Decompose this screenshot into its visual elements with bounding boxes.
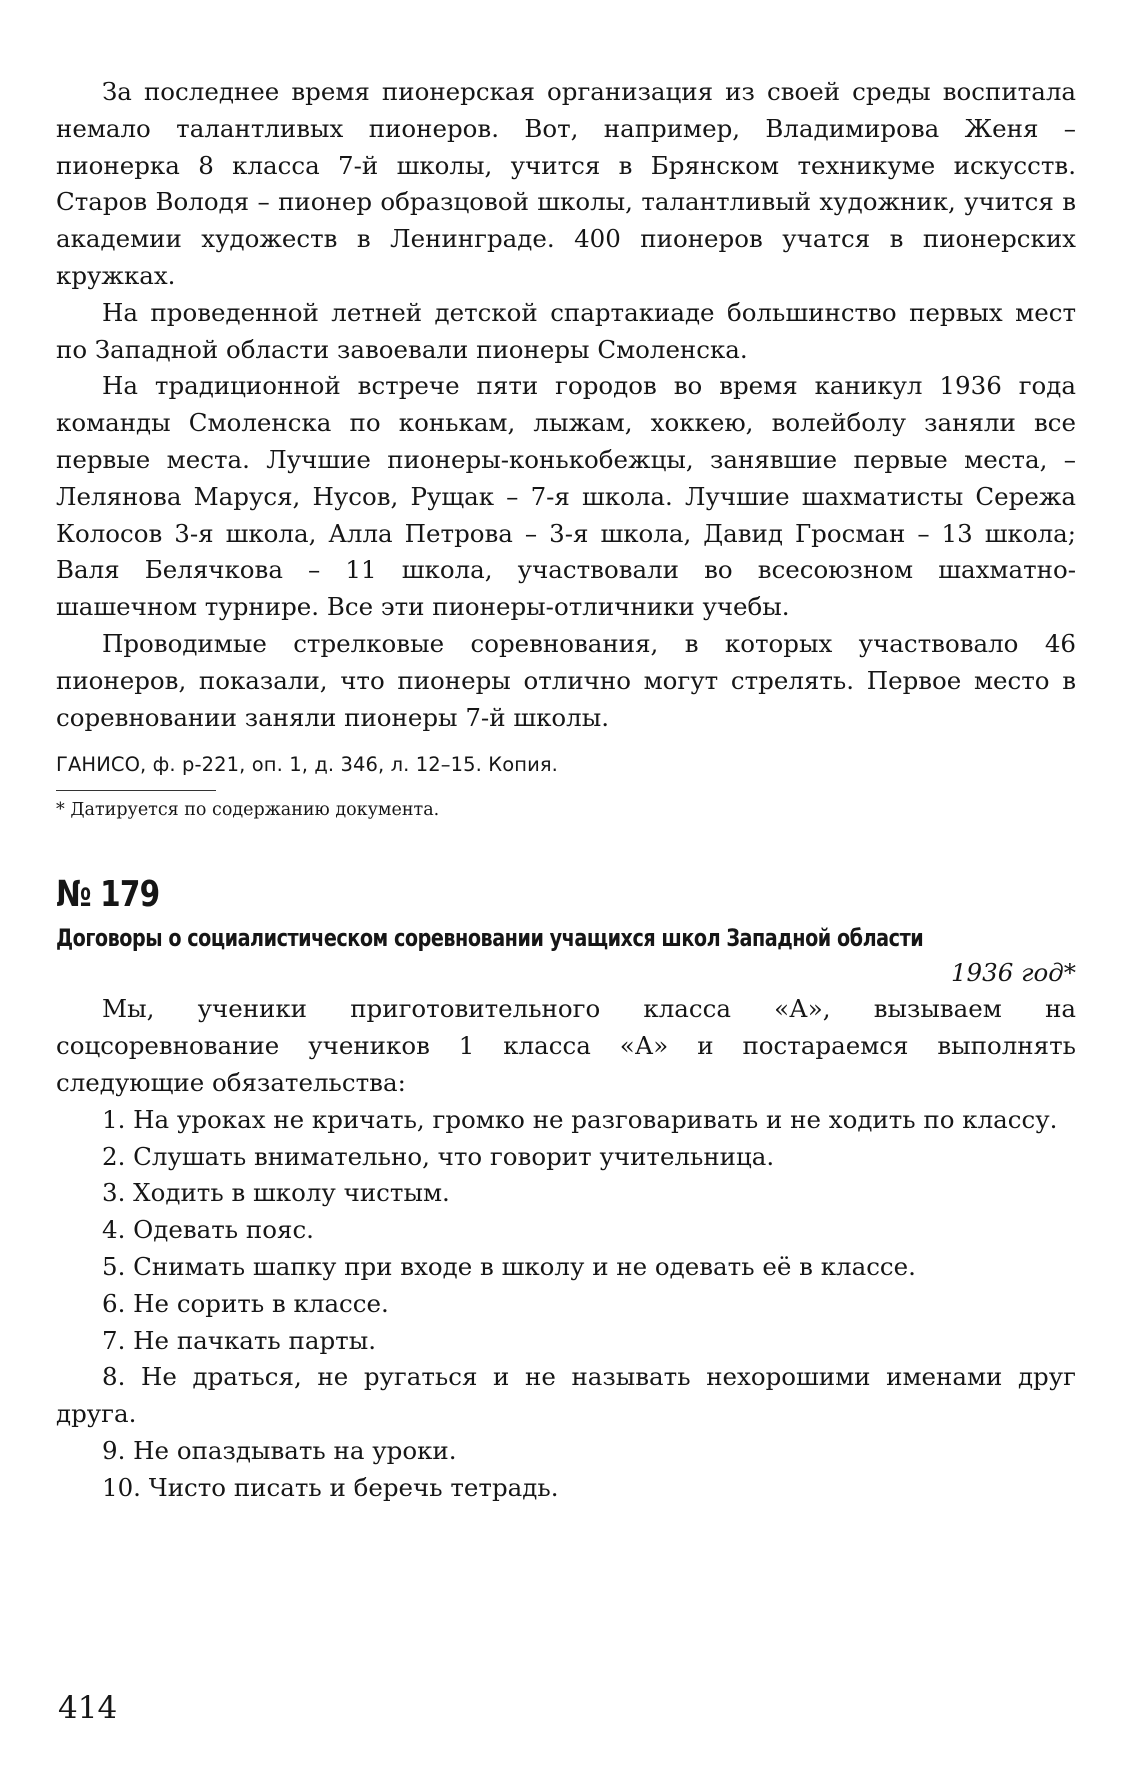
paragraph-talented-pioneers: За последнее время пионерская организация из своей среды воспитала немало талантливых пионеров. Вот, например, Владимирова Женя – пионерка 8 класса 7-й школы, учится в Брянском техникуме искусств. Старов Володя – пионер образцовой школы, талантливый художник, учится в академии художеств в Ленинграде. 400 пионеров учатся в пионерских кружках. — [56, 77, 1076, 290]
document-title: Договоры о социалистическом соревновании учащихся школ Западной области — [56, 924, 924, 953]
footnote: * Датируется по содержанию документа. — [56, 800, 440, 821]
list-item: 2. Слушать внимательно, что говорит учительница. — [102, 1141, 775, 1171]
document-179 — [56, 873, 1076, 1506]
list-item: 8. Не драться, не ругаться и не называть нехорошими именами друг друга. — [56, 1362, 1076, 1429]
list-item: 10. Чисто писать и беречь тетрадь. — [102, 1472, 559, 1502]
previous-document-body — [56, 74, 1076, 736]
paragraph-shooting-competition: Проводимые стрелковые соревнования, в которых участвовало 46 пионеров, показали, что пионеры отлично могут стрелять. Первое место в соревновании заняли пионеры 7-й школы. — [56, 628, 1076, 732]
document-date: 1936 год* — [950, 958, 1076, 988]
document-number: № 179 — [56, 874, 160, 916]
list-item: 5. Снимать шапку при входе в школу и не одевать её в классе. — [102, 1251, 916, 1281]
list-item: 3. Ходить в школу чистым. — [102, 1178, 450, 1208]
archive-source-citation: ГАНИСО, ф. р-221, оп. 1, д. 346, л. 12–15. Копия. — [56, 753, 558, 777]
list-item: 6. Не сорить в классе. — [102, 1288, 389, 1318]
paragraph-five-cities-meeting: На традиционной встрече пяти городов во время каникул 1936 года команды Смоленска по конькам, лыжам, хоккею, волейболу заняли все первые места. Лучшие пионеры-конькобежцы, занявшие первые места, – Лелянова Маруся, Нусов, Рущак – 7-я школа. Лучшие шахматисты Сережа Колосов 3-я школа, Алла Петрова – 3-я школа, Давид Гросман – 13 школа; Валя Белячкова – 11 школа, участвовали во всесоюзном шахматно-шашечном турнире. Все эти пионеры-отличники учебы. — [56, 371, 1076, 622]
list-item: 9. Не опаздывать на уроки. — [102, 1435, 457, 1465]
footnote-divider — [56, 790, 216, 791]
list-item: 4. Одевать пояс. — [102, 1215, 314, 1245]
document-intro: Мы, ученики приготовительного класса «А», вызываем на соцсоревнование учеников 1 класса «А» и постараемся выполнять следующие обязательства: — [56, 994, 1076, 1097]
list-item: 7. Не пачкать парты. — [102, 1325, 377, 1355]
list-item: 1. На уроках не кричать, громко не разговаривать и не ходить по классу. — [102, 1104, 1058, 1134]
paragraph-spartakiad: На проведенной летней детской спартакиаде большинство первых мест по Западной области завоевали пионеры Смоленска. — [56, 297, 1076, 364]
obligations-list — [56, 1102, 1076, 1507]
page-content — [56, 74, 1076, 1507]
page-number: 414 — [58, 1690, 118, 1726]
